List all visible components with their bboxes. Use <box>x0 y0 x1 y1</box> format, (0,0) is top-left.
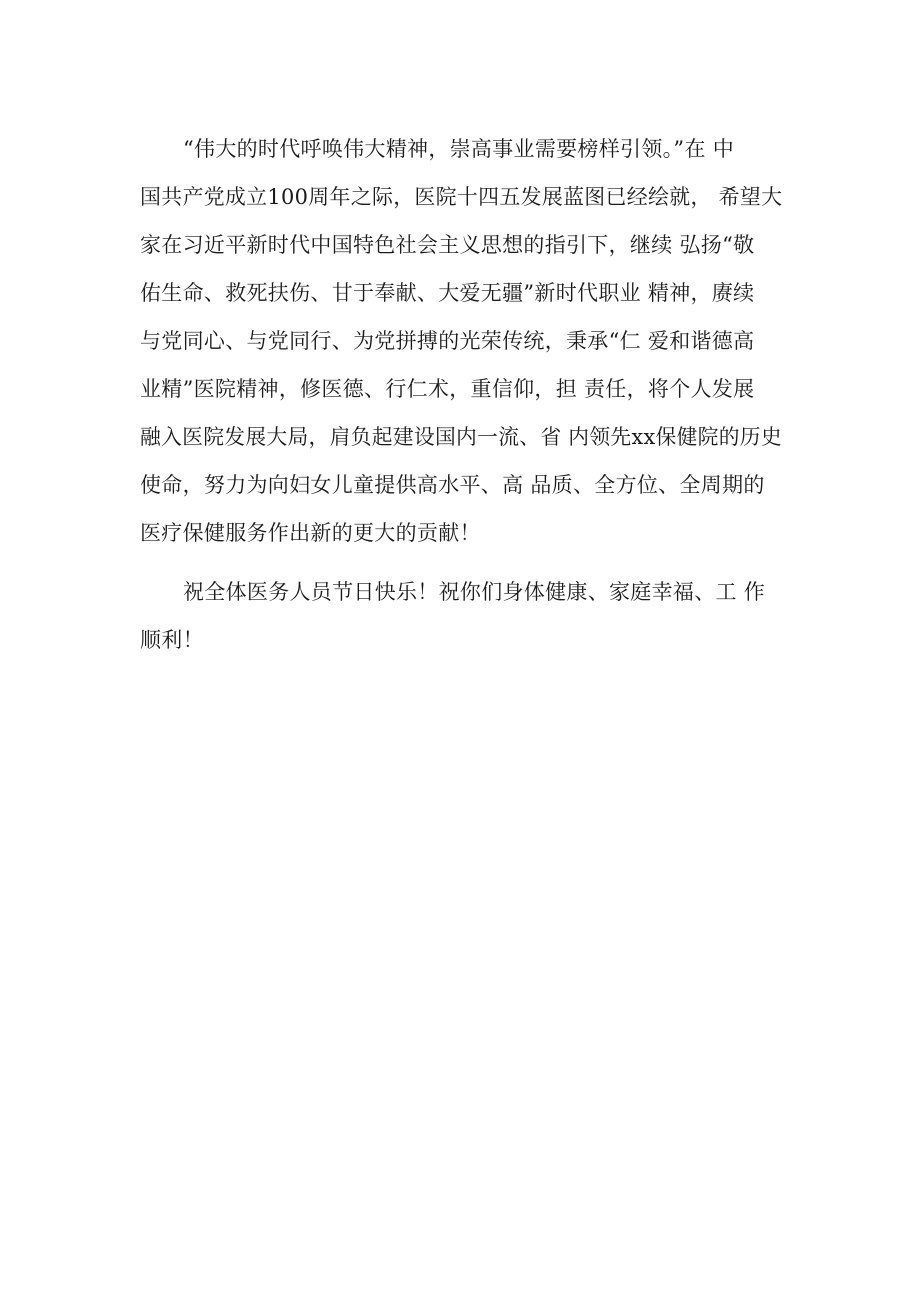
paragraph-1-line-6: 业精”医院精神，修医德、行仁术，重信仰，担 责任，将个人发展 <box>140 377 755 401</box>
paragraph-1-line-2: 国共产党成立100周年之际，医院十四五发展蓝图已经绘就， 希望大 <box>140 185 783 209</box>
paragraph-1-line-5: 与党同心、与党同行、为党拼搏的光荣传统，秉承“仁 爱和谐德高 <box>140 329 755 353</box>
paragraph-1-line-8: 使命，努力为向妇女儿童提供高水平、高 品质、全方位、全周期的 <box>140 473 765 497</box>
paragraph-1-line-1: “伟大的时代呼唤伟大精神，崇高事业需要榜样引领。”在 中 <box>183 137 735 161</box>
paragraph-1-line-9: 医疗保健服务作出新的更大的贡献！ <box>140 521 481 545</box>
paragraph-2-line-2: 顺利！ <box>140 628 204 652</box>
paragraph-1-line-3: 家在习近平新时代中国特色社会主义思想的指引下，继续 弘扬“敬 <box>140 233 755 257</box>
paragraph-1-line-4: 佑生命、救死扶伤、甘于奉献、大爱无疆”新时代职业 精神，赓续 <box>140 281 755 305</box>
paragraph-1-line-7: 融入医院发展大局，肩负起建设国内一流、省 内领先xx保健院的历史 <box>140 425 782 449</box>
paragraph-2-line-1: 祝全体医务人员节日快乐！祝你们身体健康、家庭幸福、工 作 <box>183 580 766 604</box>
